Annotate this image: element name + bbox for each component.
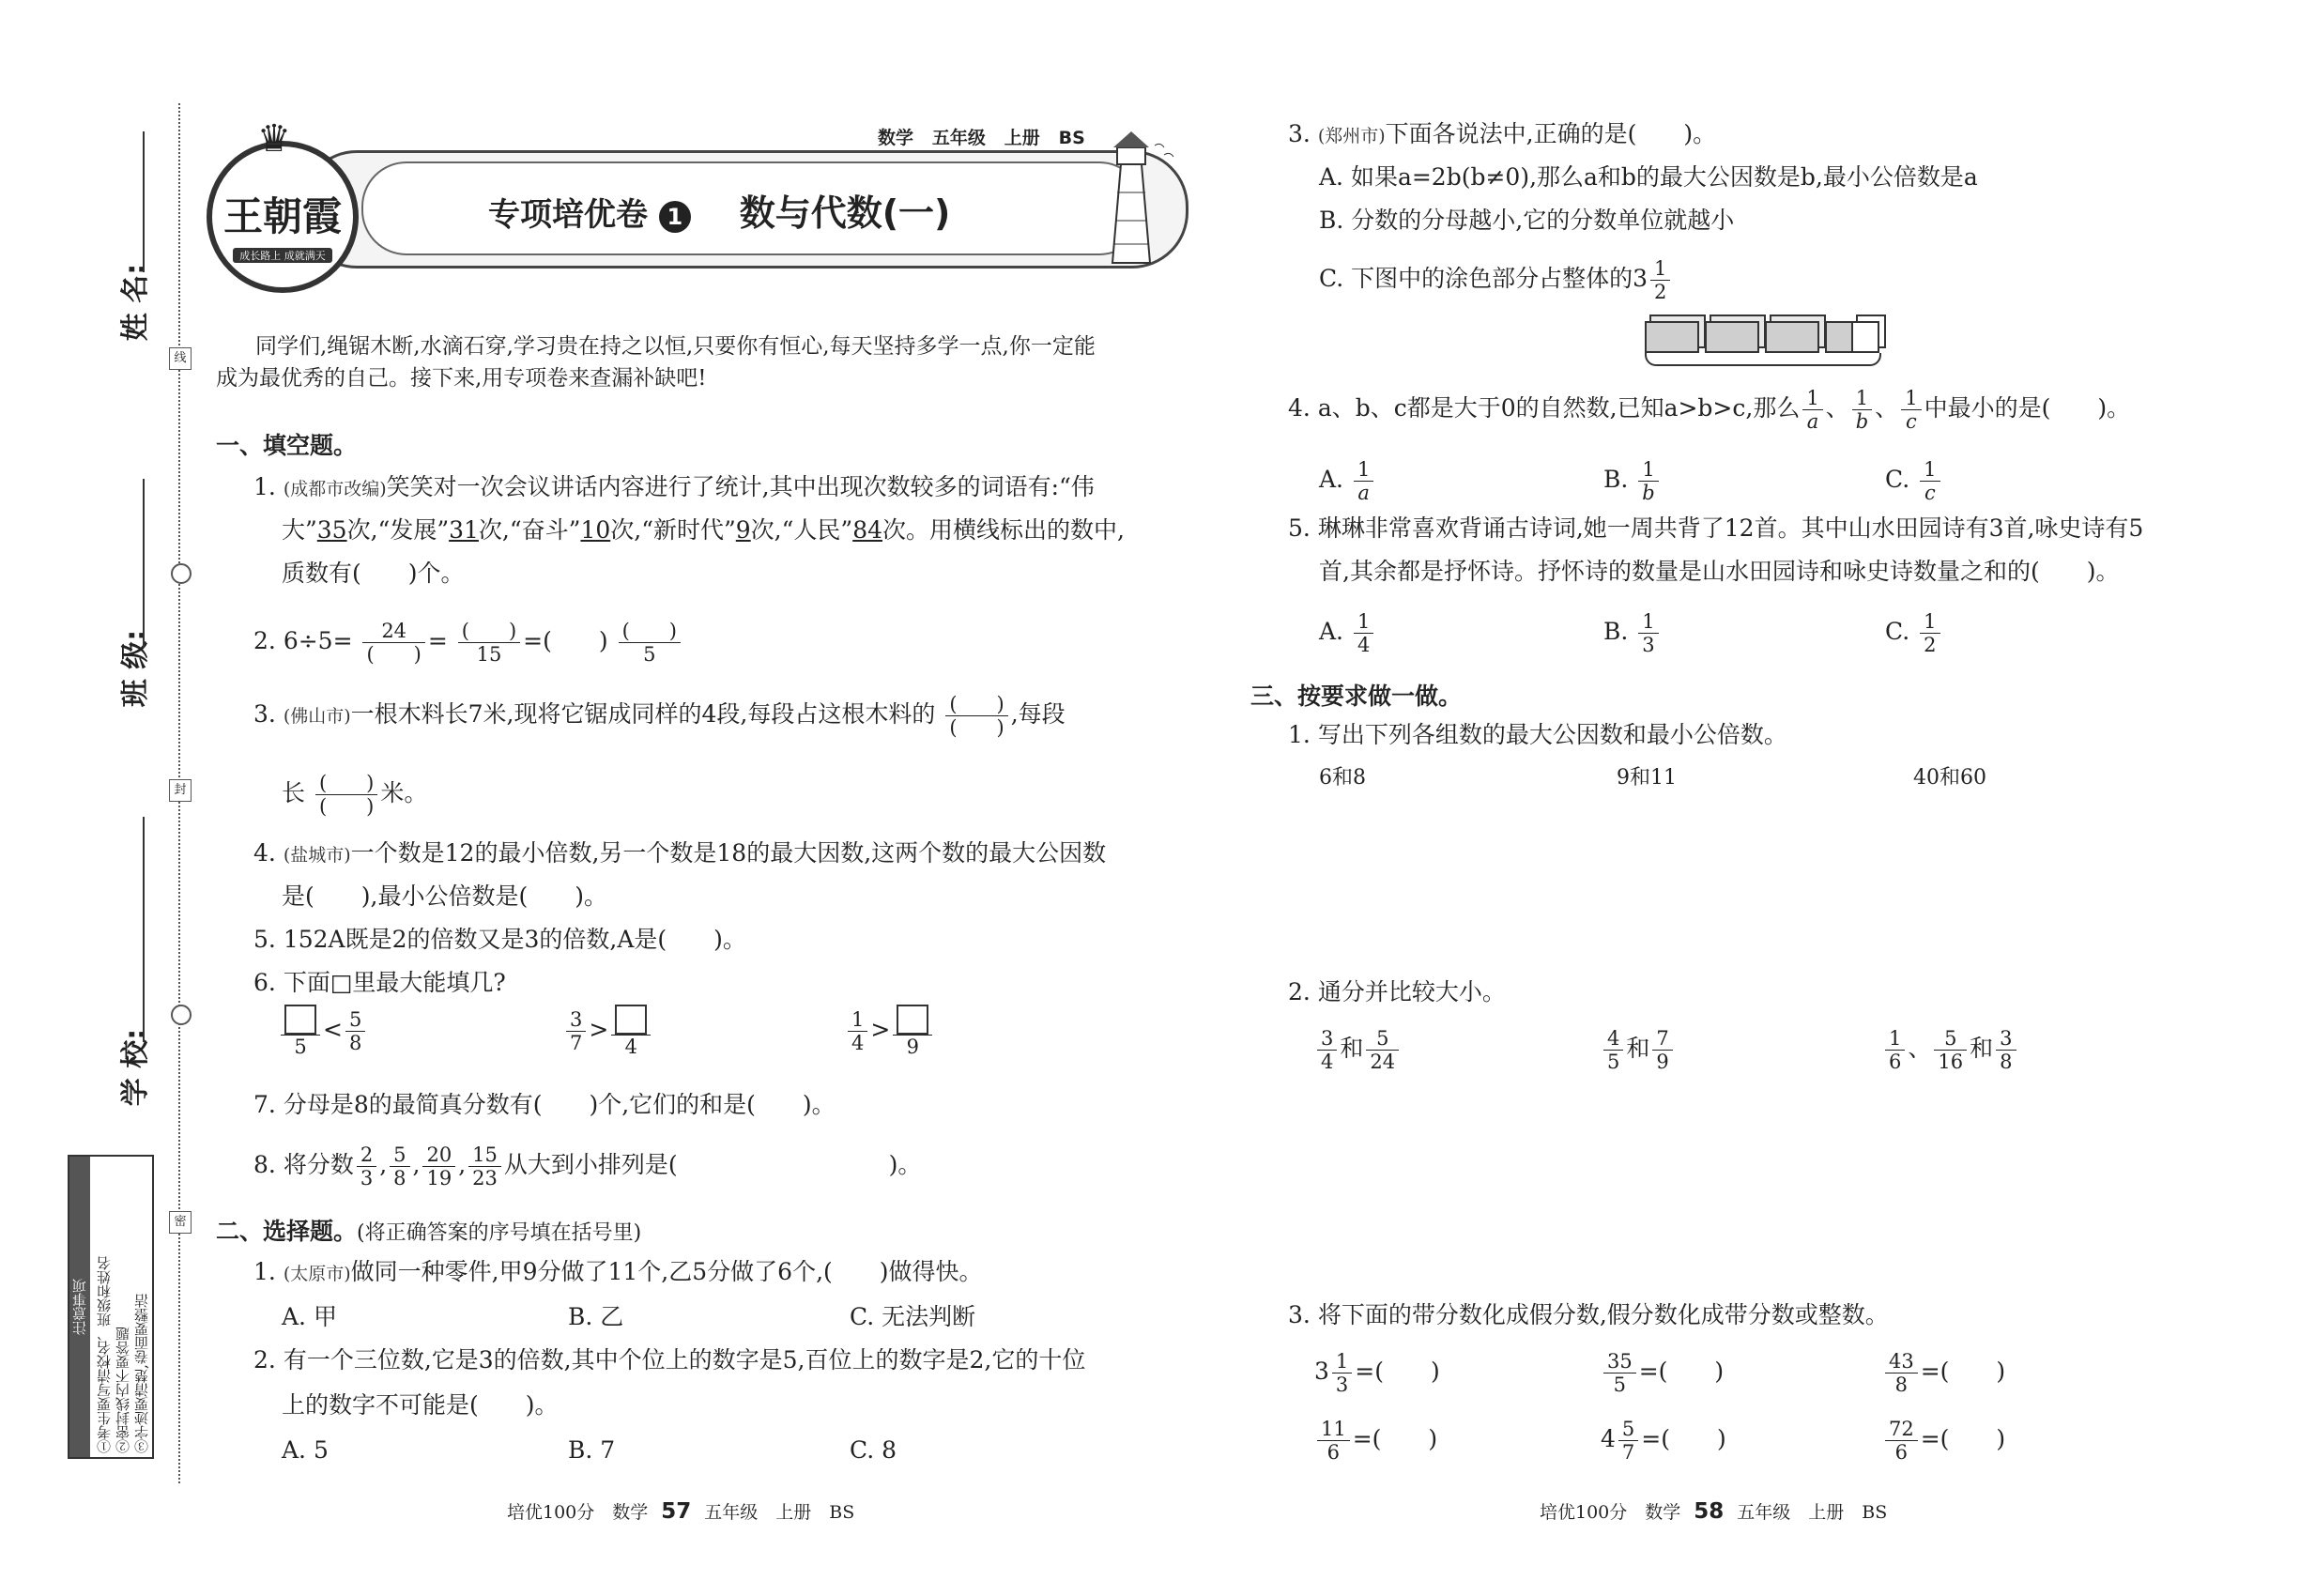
fraction: 4 — [611, 1005, 651, 1058]
s2-q5-option-c: C. $\frac{1}{2}$ — [1885, 610, 1943, 656]
s1-q6: 6. 下面□里最大能填几? — [253, 969, 506, 996]
s3-q3-item-6: $\frac{72}{6}$ =( ) — [1882, 1418, 2005, 1464]
school-label: 学 校: — [119, 1028, 153, 1107]
source-tag: (佛山市) — [283, 706, 351, 727]
fraction: $\frac{5}{8}$ — [345, 1008, 365, 1054]
note-2: ②密封线内不要答题 — [115, 1327, 131, 1453]
fraction: $\frac{1}{c}$ — [1901, 387, 1921, 433]
s1-q5: 5. 152A既是2的倍数又是3的倍数,A是( )。 — [253, 926, 746, 953]
fraction: $\frac{2}{3}$ — [357, 1143, 376, 1189]
fraction: 5 — [281, 1005, 320, 1058]
cube — [1645, 321, 1699, 353]
s3-q3: 3. 将下面的带分数化成假分数,假分数化成带分数或整数。 — [1288, 1301, 1889, 1328]
s1-q6-a: 5 < $\frac{5}{8}$ — [278, 1005, 368, 1058]
seal-mark-xian: 线 — [169, 347, 192, 370]
source-tag: (盐城市) — [283, 845, 351, 866]
source-tag: (太原市) — [283, 1264, 351, 1284]
notes-box — [68, 1155, 154, 1459]
source-tag: (成都市改编) — [283, 479, 387, 499]
fraction: $\frac{4}{5}$ — [1603, 1027, 1623, 1073]
fraction: $\frac{1}{2}$ — [1650, 257, 1670, 303]
section2-title: 二、选择题。(将正确答案的序号填在括号里) — [216, 1218, 642, 1245]
source-tag: (郑州市) — [1317, 126, 1386, 146]
answer-box — [284, 1005, 316, 1035]
fraction: $\frac{5}{8}$ — [390, 1143, 409, 1189]
fraction: $\frac{( )}{5}$ — [619, 620, 681, 666]
intro-line-1: 同学们,绳锯木断,水滴石穿,学习贵在持之以恒,只要你有恒心,每天坚持多学一点,你一定能 — [255, 334, 1096, 359]
s3-q1-pair-2: 9和11 — [1617, 766, 1677, 790]
cube — [1705, 321, 1759, 353]
s3-q3-item-4: $\frac{11}{6}$ =( ) — [1314, 1418, 1437, 1464]
footer-right: 培优100分 数学 58 五年级 上册 BS — [1540, 1499, 1888, 1524]
s3-q2-c: $\frac{1}{6}$ 、 $\frac{5}{16}$ 和 $\frac{3}{8}$ — [1882, 1027, 2019, 1073]
fraction: $\frac{3}{4}$ — [1317, 1027, 1337, 1073]
s2-q5-line2: 首,其余都是抒怀诗。抒怀诗的数量是山水田园诗和咏史诗数量之和的( )。 — [1319, 558, 2120, 585]
fraction: $\frac{1}{6}$ — [1885, 1027, 1905, 1073]
seal-mark-feng: 封 — [169, 779, 192, 802]
fraction: $\frac{1}{2}$ — [1920, 610, 1940, 656]
s2-q4: 4. a、b、c都是大于0的自然数,已知a>b>c,那么 $\frac{1}{a}$ 、 $\frac{1}{b}$ 、 $\frac{1}{c}$ 中最小的是( )。 — [1288, 387, 2131, 433]
notes-title: 注意事项 — [69, 1157, 90, 1457]
fraction: $\frac{15}{23}$ — [468, 1143, 501, 1189]
lighthouse-icon — [1080, 127, 1183, 268]
s2-q2-option-a: A. 5 — [282, 1436, 329, 1464]
s3-q3-item-3: $\frac{43}{8}$ =( ) — [1882, 1350, 2005, 1396]
page-title — [488, 184, 950, 236]
fraction: $\frac{3}{7}$ — [566, 1008, 586, 1054]
s1-q8: 8. 将分数 $\frac{2}{3}$ , $\frac{5}{8}$ , $\frac{20}{19}$ , $\frac{15}{23}$ 从大到小排列是( )。 — [253, 1143, 922, 1189]
s3-q1: 1. 写出下列各组数的最大公因数和最小公倍数。 — [1288, 721, 1787, 748]
s2-q3-option-b: B. 分数的分母越小,它的分数单位就越小 — [1319, 207, 1735, 234]
seal-circle-icon — [171, 1005, 192, 1025]
fraction: $\frac{5}{24}$ — [1366, 1027, 1399, 1073]
cube-half — [1825, 321, 1853, 353]
title-main: 数与代数(一) — [739, 192, 951, 234]
fraction: $\frac{1}{4}$ — [848, 1008, 867, 1054]
cube — [1765, 321, 1819, 353]
fraction: $\frac{5}{16}$ — [1934, 1027, 1967, 1073]
s3-q1-pair-3: 40和60 — [1913, 766, 1986, 790]
s3-q2-a: $\frac{3}{4}$ 和 $\frac{5}{24}$ — [1314, 1027, 1402, 1073]
header-meta — [878, 124, 1085, 149]
fraction: $\frac{35}{5}$ — [1603, 1350, 1636, 1396]
fraction: 9 — [893, 1005, 932, 1058]
s2-q2-option-b: B. 7 — [568, 1436, 616, 1464]
fraction: $\frac{1}{b}$ — [1638, 458, 1658, 504]
s2-q1-option-c: C. 无法判断 — [850, 1303, 976, 1330]
s2-q4-option-c: C. $\frac{1}{c}$ — [1885, 458, 1943, 504]
s2-q3-option-c: C. 下图中的涂色部分占整体的3 $\frac{1}{2}$ — [1319, 257, 1673, 303]
fraction: $\frac{( )}{( )}$ — [945, 693, 1007, 739]
s2-q1: 1. (太原市)做同一种零件,甲9分做了11个,乙5分做了6个,( )做得快。 — [253, 1258, 983, 1285]
s1-q1-line2: 大”35次,“发展”31次,“奋斗”10次,“新时代”9次,“人民”84次。用横线标出的数中, — [282, 516, 1125, 544]
seal-circle-icon — [171, 563, 192, 584]
fraction: $\frac{7}{9}$ — [1652, 1027, 1672, 1073]
fraction: $\frac{1}{3}$ — [1332, 1350, 1352, 1396]
fraction: $\frac{( )}{( )}$ — [315, 772, 377, 818]
cube-half — [1851, 321, 1879, 353]
logo-text: 王朝霞 — [222, 193, 342, 239]
page-number: 58 — [1694, 1499, 1725, 1524]
s1-q4-line1: 4. (盐城市)一个数是12的最小倍数,另一个数是18的最大因数,这两个数的最大公因数 — [253, 839, 1107, 867]
section3-title: 三、按要求做一做。 — [1250, 683, 1463, 710]
brace — [1645, 353, 1881, 366]
s1-q3-line2: 长 $\frac{( )}{( )}$ 米。 — [282, 772, 428, 818]
s2-q3-option-a: A. 如果a=2b(b≠0),那么a和b的最大公因数是b,最小公倍数是a — [1319, 163, 1978, 191]
fraction: $\frac{11}{6}$ — [1317, 1418, 1350, 1464]
fraction: $\frac{72}{6}$ — [1885, 1418, 1918, 1464]
class-line — [143, 479, 145, 648]
s3-q2: 2. 通分并比较大小。 — [1288, 978, 1506, 1005]
meta-grade: 五年级 — [931, 128, 986, 148]
note-1: ①考生要写清校名、班级和姓名 — [96, 1256, 113, 1453]
fraction: $\frac{1}{b}$ — [1852, 387, 1872, 433]
s3-q2-b: $\frac{4}{5}$ 和 $\frac{7}{9}$ — [1601, 1027, 1676, 1073]
s2-q2-option-c: C. 8 — [850, 1436, 897, 1464]
s1-q6-c: $\frac{1}{4}$ > 9 — [845, 1005, 935, 1058]
logo-motto: 成长路上 成就满天 — [233, 248, 332, 263]
class-label: 班 级: — [119, 629, 153, 708]
s1-q1-line1: 1. (成都市改编)笑笑对一次会议讲话内容进行了统计,其中出现次数较多的词语有:“伟 — [253, 473, 1095, 500]
meta-edition: BS — [1058, 128, 1085, 148]
s2-q5-option-a: A. $\frac{1}{4}$ — [1319, 610, 1376, 656]
fraction: $\frac{1}{c}$ — [1920, 458, 1940, 504]
fraction: $\frac{24}{( )}$ — [362, 620, 424, 666]
s2-q1-option-a: A. 甲 — [282, 1303, 337, 1330]
intro-line-2: 成为最优秀的自己。接下来,用专项卷来查漏补缺吧! — [216, 366, 707, 391]
title-number-badge: 1 — [659, 201, 691, 233]
s2-q3: 3. (郑州市)下面各说法中,正确的是( )。 — [1288, 120, 1717, 147]
note-3: ③字迹要清楚,卷面要整洁 — [133, 1294, 150, 1453]
fraction: $\frac{20}{19}$ — [422, 1143, 455, 1189]
title-prefix: 专项培优卷 — [488, 196, 648, 234]
s3-q3-item-5: 4 $\frac{5}{7}$ =( ) — [1601, 1418, 1726, 1464]
logo-crown-icon: ♛ — [257, 117, 291, 161]
s2-q1-option-b: B. 乙 — [568, 1303, 624, 1330]
s2-q4-option-a: A. $\frac{1}{a}$ — [1319, 458, 1376, 504]
s1-q2: 2. 6÷5= $\frac{24}{( )}$ = $\frac{( )}{15}$ =( ) $\frac{( )}{5}$ — [253, 620, 683, 666]
school-line — [143, 817, 145, 1042]
s1-q1-line3: 质数有( )个。 — [282, 560, 465, 587]
s1-q3-line1: 3. (佛山市)一根木料长7米,现将它锯成同样的4段,每段占这根木料的 $\frac{( )}{( )}$ ,每段 — [253, 693, 1066, 739]
fraction: $\frac{( )}{15}$ — [458, 620, 520, 666]
page-number: 57 — [661, 1499, 692, 1524]
s1-q4-line2: 是( ),最小公倍数是( )。 — [282, 882, 607, 910]
name-line — [143, 131, 145, 272]
name-label: 姓 名: — [119, 263, 153, 342]
answer-box — [897, 1005, 928, 1035]
logo-seal — [207, 117, 359, 293]
s2-q5-line1: 5. 琳琳非常喜欢背诵古诗词,她一周共背了12首。其中山水田园诗有3首,咏史诗有5 — [1288, 514, 2144, 542]
fraction: $\frac{5}{7}$ — [1618, 1418, 1638, 1464]
fraction: $\frac{1}{4}$ — [1354, 610, 1373, 656]
s2-q2-line1: 2. 有一个三位数,它是3的倍数,其中个位上的数字是5,百位上的数字是2,它的十位 — [253, 1346, 1086, 1373]
s2-q4-option-b: B. $\frac{1}{b}$ — [1603, 458, 1662, 504]
s1-q6-b: $\frac{3}{7}$ > 4 — [563, 1005, 653, 1058]
s3-q3-item-2: $\frac{35}{5}$ =( ) — [1601, 1350, 1724, 1396]
s2-q5-option-b: B. $\frac{1}{3}$ — [1603, 610, 1662, 656]
fraction: $\frac{1}{a}$ — [1354, 458, 1373, 504]
answer-box — [615, 1005, 647, 1035]
meta-subject: 数学 — [878, 128, 914, 148]
s1-q7: 7. 分母是8的最简真分数有( )个,它们的和是( )。 — [253, 1091, 836, 1118]
s3-q1-pair-1: 6和8 — [1319, 766, 1366, 790]
s2-q2-line2: 上的数字不可能是( )。 — [282, 1391, 559, 1419]
fraction: $\frac{1}{a}$ — [1802, 387, 1822, 433]
s3-q3-item-1: 3 $\frac{1}{3}$ =( ) — [1314, 1350, 1440, 1396]
fraction: $\frac{3}{8}$ — [1996, 1027, 2016, 1073]
fraction: $\frac{43}{8}$ — [1885, 1350, 1918, 1396]
footer-left: 培优100分 数学 57 五年级 上册 BS — [507, 1499, 855, 1524]
seal-mark-mi: 密 — [169, 1211, 192, 1234]
section1-title: 一、填空题。 — [216, 432, 358, 459]
meta-volume: 上册 — [1004, 128, 1040, 148]
fraction: $\frac{1}{3}$ — [1638, 610, 1658, 656]
